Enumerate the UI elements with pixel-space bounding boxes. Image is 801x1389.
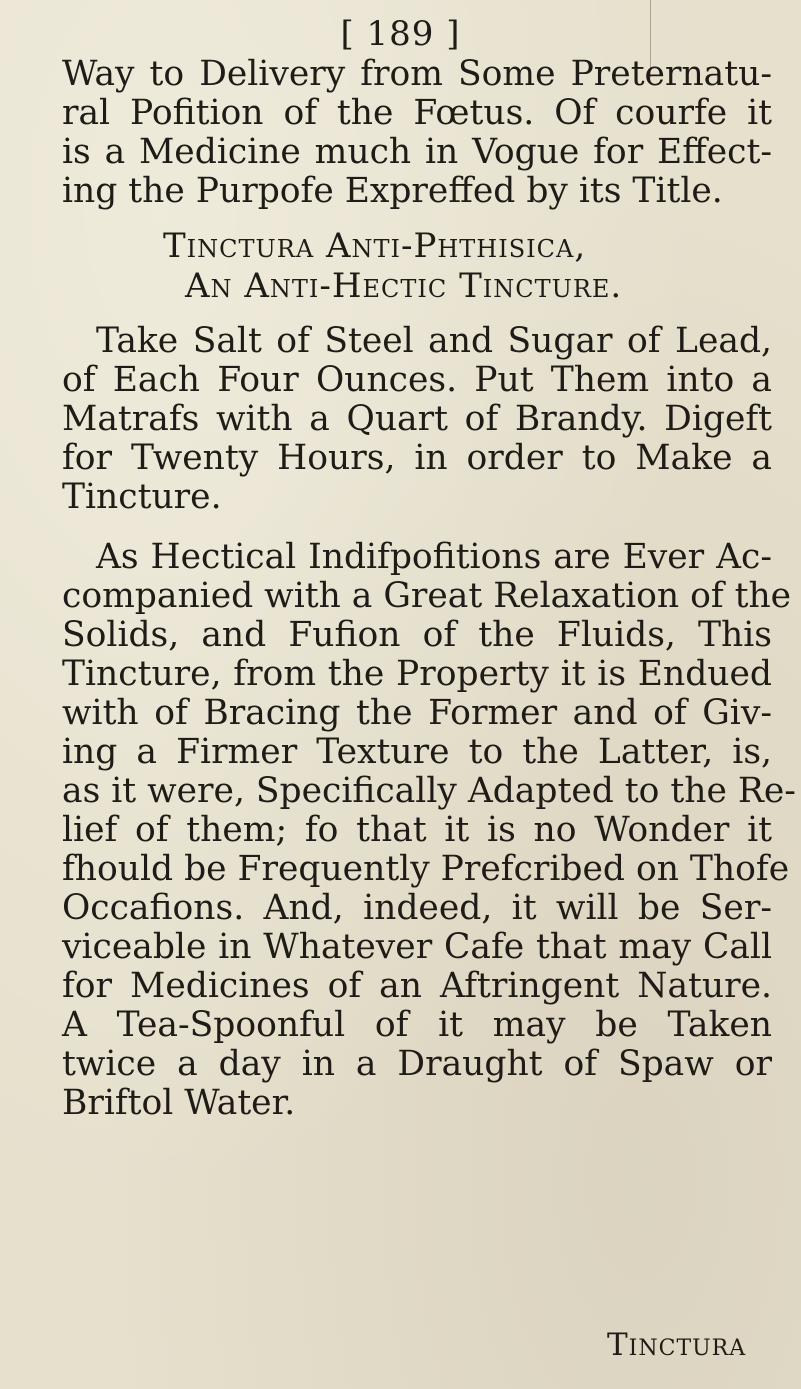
text-line: is a Medicine much in Vogue for Effect- — [62, 132, 772, 172]
text-line: As Hectical Indifpofitions are Ever Ac- — [96, 537, 772, 577]
text-line: ing the Purpofe Expreffed by its Title. — [62, 171, 723, 211]
text-line: twice a day in a Draught of Spaw or — [62, 1044, 772, 1084]
usage-paragraph — [62, 537, 796, 1123]
recipe-heading-english: An Anti-Hectic Tincture. — [185, 266, 623, 306]
text-line: Briftol Water. — [62, 1083, 296, 1123]
text-line: Occafions. And, indeed, it will be Ser- — [62, 888, 772, 928]
text-line: lief of them; fo that it is no Wonder it — [62, 810, 772, 850]
page-number: [ 189 ] — [340, 14, 461, 54]
text-line: as it were, Specifically Adapted to the Re- — [62, 771, 796, 811]
text-line: companied with a Great Relaxation of the — [62, 576, 792, 616]
text-line: Way to Delivery from Some Preternatu- — [62, 54, 772, 94]
text-line: with of Bracing the Former and of Giv- — [62, 693, 772, 733]
text-line: Solids, and Fufion of the Fluids, This — [62, 615, 772, 655]
text-line: A Tea-Spoonful of it may be Taken — [62, 1005, 772, 1045]
catchword: Tinctura — [607, 1327, 747, 1363]
text-line: Matrafs with a Quart of Brandy. Digeft — [62, 399, 772, 439]
paragraph-continued — [62, 55, 772, 211]
text-line: for Medicines of an Aftringent Nature. — [62, 966, 772, 1006]
text-line: Take Salt of Steel and Sugar of Lead, — [96, 321, 772, 361]
recipe-paragraph — [62, 322, 772, 517]
text-line: of Each Four Ounces. Put Them into a — [62, 360, 772, 400]
recipe-heading-latin: Tinctura Anti-Phthisica, — [163, 226, 587, 266]
text-line: viceable in Whatever Cafe that may Call — [62, 927, 772, 967]
text-line: ing a Firmer Texture to the Latter, is, — [62, 732, 772, 772]
text-line: for Twenty Hours, in order to Make a — [62, 438, 772, 478]
text-line: fhould be Frequently Prefcribed on Thofe — [62, 849, 790, 889]
text-line: ral Pofition of the Fœtus. Of courfe it — [62, 93, 772, 133]
text-line: Tincture, from the Property it is Endued — [62, 654, 772, 694]
text-line: Tincture. — [62, 477, 222, 517]
